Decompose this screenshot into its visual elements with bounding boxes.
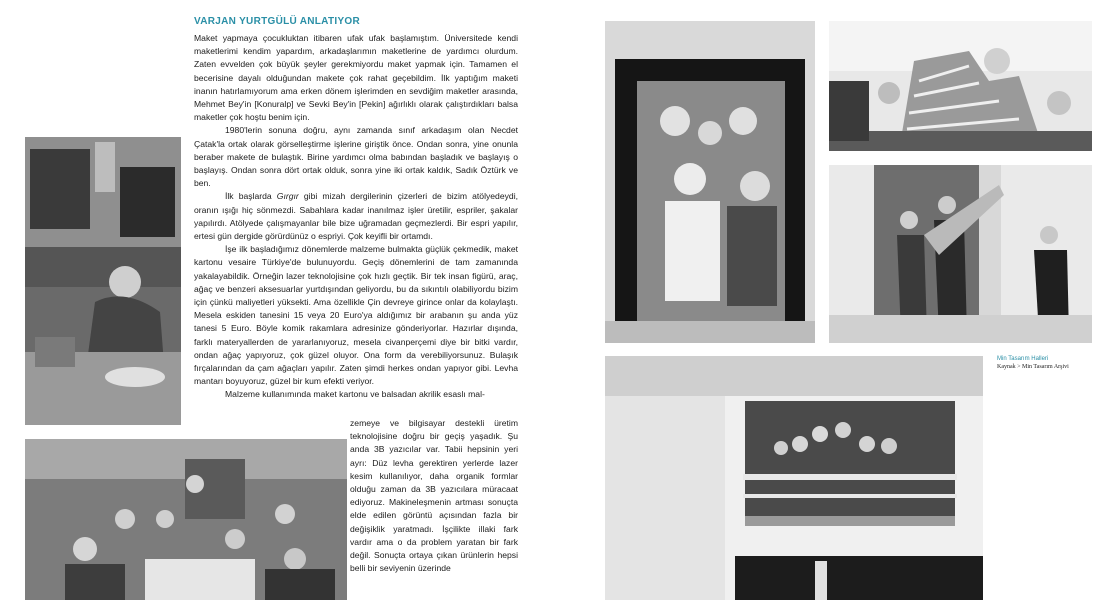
paragraph-3-end: gibi mizah dergilerinin çizerleri de bizim atölyedeydi, oranın ışığı hiç sönmezdi. Sabahlara kadar inanılmaz işler üretilir, espriler, şakalar yapılırdı. Atölyede çalışmayanlar bile bize uğramadan geçmezlerdi. Bir espri yapılır, ertesi gün dergide görürdünüz o espriyi. Çok keyifli bir ortamdı. [194, 191, 518, 242]
paragraph-4: İşe ilk başladığımız dönemlerde malzeme bulmakta güçlük çekmedik, maket kartonu vesaire Türkiye'de bulunuyordu. Geçiş dönemlerini de tam zamanında yakalayabildik. Örneğin lazer teknolojisine çok hızlı geçtik. Bir tek insan figürü, araç, ağaç ve benzeri aksesuarlar yurtdışından geliyordu, bu da sıkıntılı olabiliyordu bizim için çünkü maliyetleri yüksekti. Ama özellikle Çin devreye girince onlar da kolaylaştı. Mesela eskiden tanesini 15 veya 20 Euro'ya aldığımız bir arabanın şu anda yüz tanesi 5 Euro. Böyle komik rakamlara adresinize gönderiyorlar. Hazırlar dışında, farklı materyallerden de yararlanıyoruz, mesela civanperçemi diye bir bitki vardır, ondan ağaç yapıyoruz, çok güzel oluyor. Ona form da verebiliyorsunuz. Bulaşık fırçalarından da çam ağaçları yapılır. Zaten şimdi herkes ondan yapıyor gibi. Levha mantarı boyuyoruz, güzel bir kum efekti veriyor. [194, 244, 518, 387]
article-body-continued [350, 417, 518, 575]
paragraph-2: 1980'lerin sonuna doğru, aynı zamanda sınıf arkadaşım olan Necdet Çatak'la ortak olarak görselleştirme işlerine giriştik önce. Ondan sonra, yine onunla beraber makete de bulaştık. Birine yardımcı olma babından başladık ve başlayış o başlayış. Ondan sonra dört ortak olduk, sonra yine iki ortak kaldık, Sadık Öztürk ve ben. [194, 125, 518, 189]
article-heading: VARJAN YURTGÜLÜ ANLATIYOR [194, 16, 361, 27]
photo-team-table [25, 439, 347, 600]
paragraph-3 [194, 190, 518, 243]
paragraph-1: Maket yapmaya çocukluktan itibaren ufak ufak başlamıştım. Üniversitede kendi maketlerimi kendim yapardım, arkadaşlarımın maketlerine de yardımcı olurdum. Zaten evvelden çok büyük şeyler gerekmiyordu maket yapmak için. Tamamen el becerisine dayalı olduğundan makete çok rahat geçebildim. İlk yaptığım maketi inanın hatırlamıyorum ama erken dönem işlerimden en sevdiğim maketler arasında, Mehmet Bey'in [Konuralp] ve Sevki Bey'in [Pekin] ağırlıklı olarak çalıştırdıkları balsa maketler çok hoştu benim için. [194, 33, 518, 123]
article-body [194, 16, 518, 402]
photo-frame-group [605, 21, 815, 343]
magazine-name: Gırgır [276, 191, 299, 202]
photo-caption [997, 356, 1107, 370]
paragraph-3-start: İlk başlarda [225, 191, 277, 202]
photo-workshop-man [25, 137, 181, 425]
photo-mezzanine [605, 356, 983, 600]
photo-mannequin-scene [829, 165, 1092, 343]
paragraph-5-start: Malzeme kullanımında maket kartonu ve balsadan akrilik esaslı mal- [225, 389, 485, 400]
paragraph-5-continued: zemeye ve bilgisayar destekli üretim teknolojisine doğru bir geçiş yaşadık. Şu anda 3B yazıcılar var. Tabii hepsinin yeri ayrı: Düz levha gerektiren yerlerde lazer kesim kullanılıyor, daha organik formlar olduğu zaman da 3B yazıcılara müracaat ediyoruz. Makineleşmenin artması sonuçta elde edilen görüntü açısından fazla bir değişiklik yaratmadı. İşçilikte illaki fark vardır ama o da problem yaratan bir fark değil. Sonuçta ortaya çıkan ürünlerin hepsi belli bir seviyenin üzerinde [350, 418, 518, 574]
caption-source: Kaynak > Min Tasarım Arşivi [997, 364, 1069, 370]
caption-title: Min Tasarım Halleri [997, 356, 1049, 362]
photo-paper-stack [829, 21, 1092, 151]
